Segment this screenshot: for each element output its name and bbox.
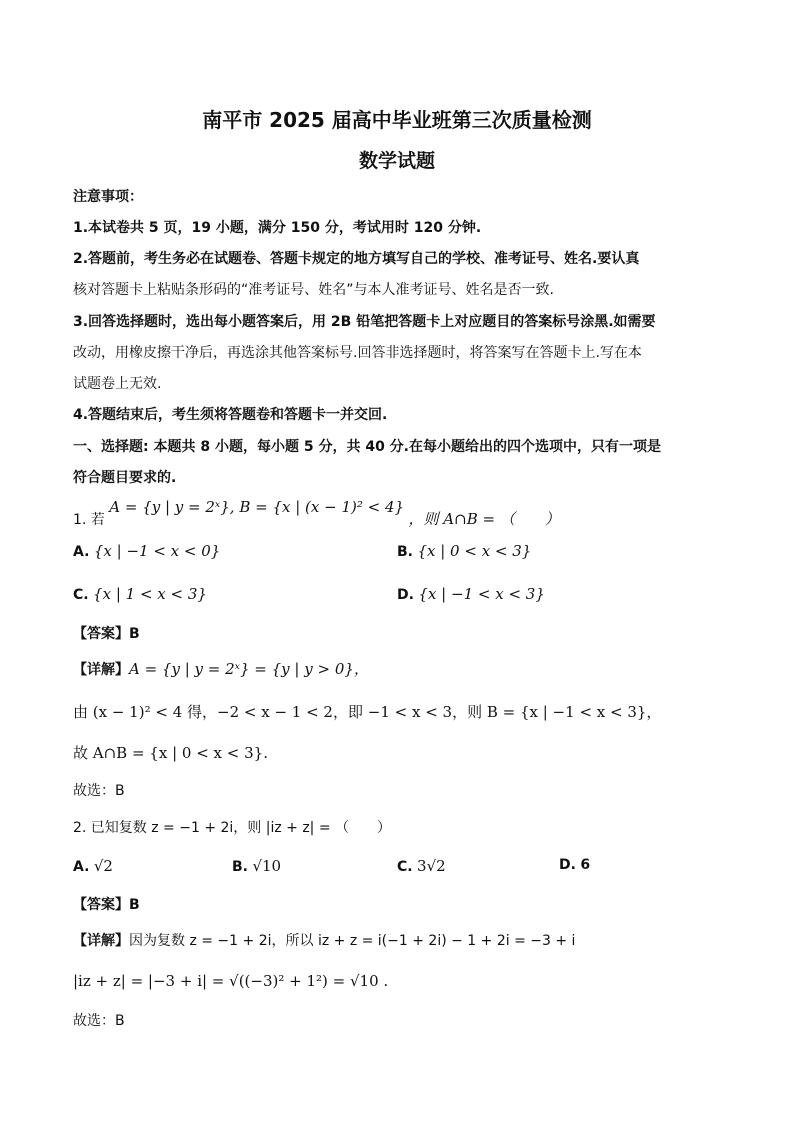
option-label: D. (559, 857, 576, 873)
option-value: 3√2 (417, 857, 446, 875)
question-2-option-b (232, 857, 281, 875)
note-2-line-1 (73, 248, 639, 268)
detail-text: 因为复数 z = −1 + 2i，所以 iz + z = i(−1 + 2i) − 1 + 2i = −3 + i (129, 933, 576, 949)
notes-heading: 注意事项： (73, 189, 143, 205)
question-1-sets: A = {y | y = 2ˣ}, B = {x | (x − 1)² < 4} (109, 498, 405, 516)
question-1-detail-2: 由 (x − 1)² < 4 得，−2 < x − 1 < 2，即 −1 < x < 3，则 B = {x | −1 < x < 3}， (73, 703, 662, 721)
detail-tag: 【详解】 (73, 662, 129, 678)
option-label: A. (73, 859, 90, 875)
option-label: D. (397, 587, 414, 603)
question-1-option-d (397, 585, 545, 603)
question-1-option-c (73, 585, 207, 603)
question-1-choose: 故选：B (73, 783, 125, 799)
option-value: 6 (580, 857, 591, 873)
note-2-text: 2.答题前，考生务必在试题卷、答题卡规定的地方填写自己的学校、准考证号、姓名.要认真 (73, 251, 640, 267)
detail-text: A = {y | y = 2ˣ} = {y | y > 0}， (129, 660, 369, 678)
option-label: B. (232, 859, 248, 875)
question-2-option-a (73, 857, 113, 875)
note-3-line-1: 3.回答选择题时，选出每小题答案后，用 2B 铅笔把答题卡上对应题目的答案标号涂黑.如需要 (73, 314, 656, 330)
option-value: {x | 1 < x < 3} (93, 585, 207, 603)
section-heading-line-2: 符合题目要求的. (73, 470, 177, 486)
question-1-option-b (397, 542, 531, 560)
document-title: 南平市 2025 届高中毕业班第三次质量检测 (202, 108, 592, 132)
option-value: {x | 0 < x < 3} (417, 542, 532, 560)
question-2-option-c (397, 857, 446, 875)
question-1-detail-1 (73, 658, 369, 679)
question-2-answer (73, 894, 140, 914)
question-2-stem: 2. 已知复数 z = −1 + 2i，则 |iz + z| = （ ） (73, 820, 392, 836)
answer-tag: 【答案】 (73, 897, 129, 913)
option-value: √2 (93, 857, 113, 875)
question-2-option-d (559, 857, 590, 873)
note-4: 4.答题结束后，考生须将答题卷和答题卡一并交回. (73, 407, 388, 423)
question-1-stem (73, 498, 560, 529)
note-1: 1.本试卷共 5 页，19 小题，满分 150 分，考试用时 120 分钟. (73, 220, 482, 236)
note-3-line-3: 试题卷上无效. (73, 376, 162, 392)
option-label: B. (397, 544, 413, 560)
question-2-choose: 故选：B (73, 1013, 125, 1029)
question-1-answer (73, 623, 140, 643)
option-label: A. (73, 544, 90, 560)
option-label: C. (73, 587, 89, 603)
question-1-detail-3: 故 A∩B = {x | 0 < x < 3}. (73, 744, 268, 762)
question-1-option-a (73, 542, 220, 560)
document-subtitle: 数学试题 (358, 150, 435, 172)
note-3-line-2: 改动，用橡皮擦干净后，再选涂其他答案标号.回答非选择题时，将答案写在答题卡上.写在本 (73, 345, 642, 361)
option-value: √10 (252, 857, 282, 875)
option-label: C. (397, 859, 413, 875)
answer-value: B (129, 626, 140, 642)
question-2-detail-2: |iz + z| = |−3 + i| = √((−3)² + 1²) = √10 . (73, 972, 389, 990)
note-2-line-2: 核对答题卡上粘贴条形码的“准考证号、姓名”与本人准考证号、姓名是否一致. (73, 282, 554, 298)
option-value: {x | −1 < x < 3} (418, 585, 545, 603)
question-2-detail-1 (73, 930, 575, 950)
option-value: {x | −1 < x < 0} (93, 542, 221, 560)
section-heading-line-1: 一、选择题: 本题共 8 小题，每小题 5 分，共 40 分.在每小题给出的四个选项中，只有一项是 (73, 439, 661, 455)
question-1-prefix: 1. 若 (73, 512, 105, 528)
answer-tag: 【答案】 (73, 626, 129, 642)
answer-value: B (129, 897, 140, 913)
question-1-suffix: ，则 A∩B = （ ） (408, 510, 560, 528)
detail-tag: 【详解】 (73, 933, 129, 949)
